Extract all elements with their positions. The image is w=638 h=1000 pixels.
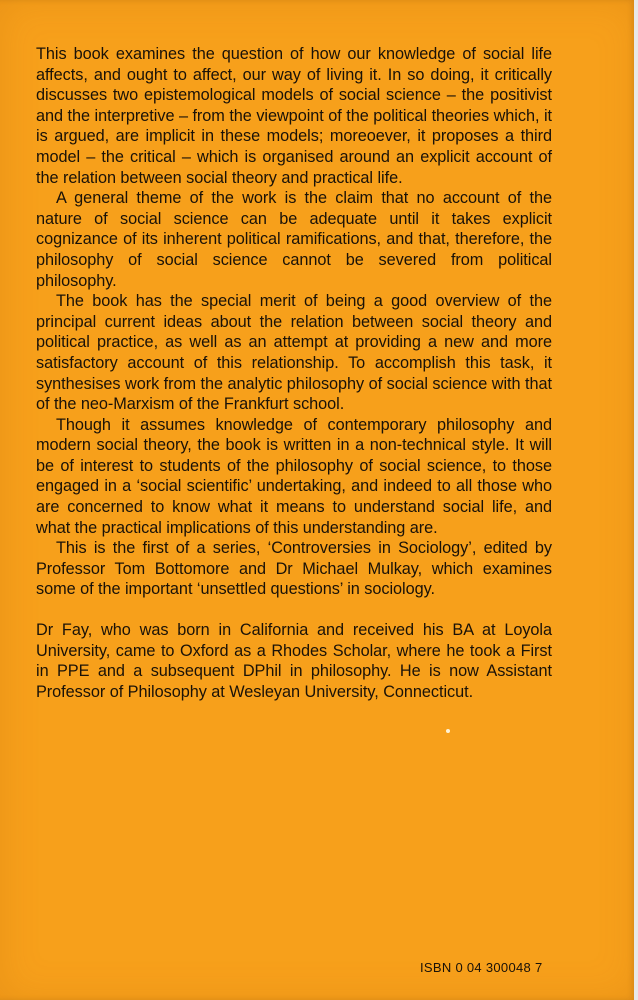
blurb-paragraph-3: The book has the special merit of being a good overview of the principal current ideas about the relation between social theory and political practice, as well as an attempt at providing a new and more satisfactory account of this relationship. To accomplish this task, it synthesises work from the analytic philosophy of social science with that of the neo-Marxism of the Frankfurt school. bbox=[36, 292, 552, 414]
page-edge bbox=[634, 0, 638, 1000]
blurb-text bbox=[36, 44, 552, 702]
isbn-label: ISBN 0 04 300048 7 bbox=[420, 960, 543, 975]
blurb-paragraph-1: This book examines the question of how our knowledge of social life affects, and ought to affect, our way of living it. In so doing, it critically discusses two epistemological models of social science – the positivist and the interpretive – from the viewpoint of the political theories which, it is argued, are implicit in these models; moreoever, it proposes a third model – the critical – which is organised around an explicit account of the relation between social theory and practical life. bbox=[36, 45, 552, 187]
print-speck bbox=[446, 729, 450, 733]
blurb-paragraph-5: This is the first of a series, ‘Controversies in Sociology’, edited by Professor Tom Bottomore and Dr Michael Mulkay, which examines some of the important ‘unsettled questions’ in sociology. bbox=[36, 539, 552, 599]
blurb-paragraph-4: Though it assumes knowledge of contemporary philosophy and modern social theory, the book is written in a non-technical style. It will be of interest to students of the philosophy of social science, to those engaged in a ‘social scientific’ undertaking, and indeed to all those who are concerned to know what it means to understand social life, and what the practical implications of this understanding are. bbox=[36, 415, 552, 537]
blurb-paragraph-2: A general theme of the work is the claim that no account of the nature of social science can be adequate until it takes explicit cognizance of its inherent political ramifications, and that, therefore, the philosophy of social science cannot be severed from political philosophy. bbox=[36, 189, 552, 290]
author-bio: Dr Fay, who was born in California and received his BA at Loyola University, came to Oxford as a Rhodes Scholar, where he took a First in PPE and a subsequent DPhil in philosophy. He is now Assistant Professor of Philosophy at Wesleyan University, Connecticut. bbox=[36, 621, 552, 701]
